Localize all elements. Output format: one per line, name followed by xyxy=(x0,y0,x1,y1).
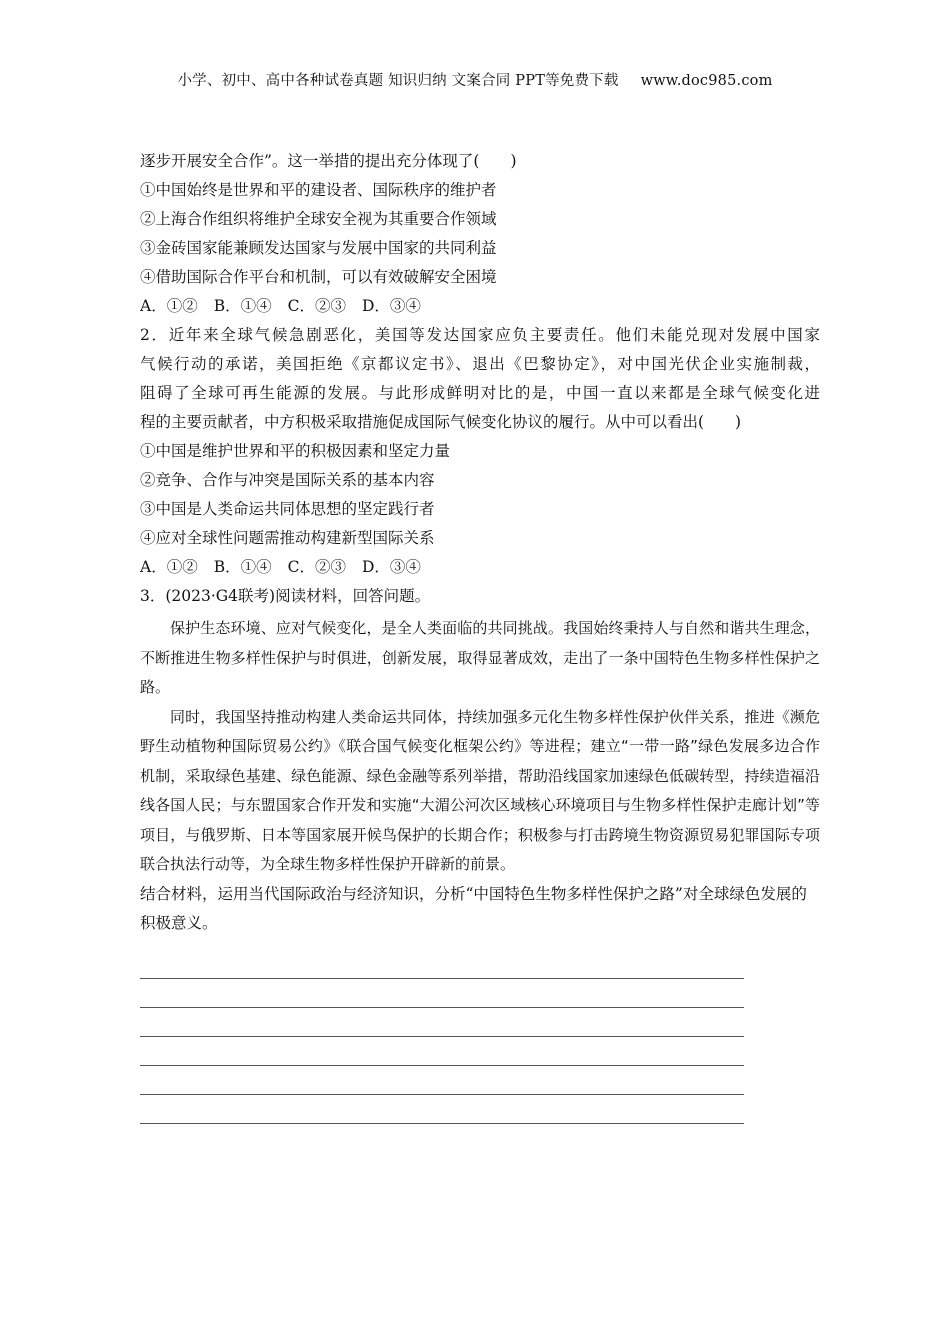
q1-stem-tail: 逐步开展安全合作”。这一举措的提出充分体现了( ) xyxy=(140,152,517,170)
q2-option-b: B．①④ xyxy=(213,558,272,576)
answer-area[interactable] xyxy=(140,950,820,1124)
answer-line[interactable] xyxy=(140,1008,744,1037)
q1-statement: ③金砖国家能兼顾发达国家与发展中国家的共同利益 xyxy=(140,239,497,257)
q2-option-d: D．③④ xyxy=(361,558,421,576)
q1-statement: ④借助国际合作平台和机制，可以有效破解安全困境 xyxy=(140,268,497,286)
page-content xyxy=(140,147,820,1124)
q2-statement: ①中国是维护世界和平的积极因素和坚定力量 xyxy=(140,442,451,460)
q2-stem-line: 程的主要贡献者，中方积极采取措施促成国际气候变化协议的履行。从中可以看出( ) xyxy=(140,413,742,431)
page-header xyxy=(0,69,950,90)
q2-stem-line: 阻碍了全球可再生能源的发展。与此形成鲜明对比的是，中国一直以来都是全球气候变化进 xyxy=(140,384,820,402)
answer-line[interactable] xyxy=(140,979,744,1008)
answer-line[interactable] xyxy=(140,1095,744,1124)
q1-option-c: C．②③ xyxy=(287,297,346,315)
q2-statement: ④应对全球性问题需推动构建新型国际关系 xyxy=(140,529,435,547)
q1-option-a: A．①② xyxy=(140,297,198,315)
header-text: 小学、初中、高中各种试卷真题 知识归纳 文案合同 PPT等免费下载 xyxy=(177,73,619,89)
q3-title: 3．(2023·G4联考)阅读材料，回答问题。 xyxy=(140,587,431,605)
answer-line[interactable] xyxy=(140,1037,744,1066)
q2-option-c: C．②③ xyxy=(287,558,346,576)
q2-statement: ②竞争、合作与冲突是国际关系的基本内容 xyxy=(140,471,435,489)
q1-statement: ①中国始终是世界和平的建设者、国际秩序的维护者 xyxy=(140,181,497,199)
q3-paragraph: 保护生态环境、应对气候变化，是全人类面临的共同挑战。我国始终秉持人与自然和谐共生理念，不断推进生物多样性保护与时俱进，创新发展，取得显著成效，走出了一条中国特色生物多样性保护之路。 xyxy=(140,619,820,696)
answer-line[interactable] xyxy=(140,950,744,979)
q3-paragraph: 同时，我国坚持推动构建人类命运共同体，持续加强多元化生物多样性保护伙伴关系，推进《濒危野生动植物种国际贸易公约》《联合国气候变化框架公约》等进程；建立“一带一路”绿色发展多边合作机制，采取绿色基建、绿色能源、绿色金融等系列举措，帮助沿线国家加速绿色低碳转型，持续造福沿线各国人民；与东盟国家合作开发和实施“大湄公河次区域核心环境项目与生物多样性保护走廊计划”等项目，与俄罗斯、日本等国家展开候鸟保护的长期合作；积极参与打击跨境生物资源贸易犯罪国际专项联合执法行动等，为全球生物多样性保护开辟新的前景。 xyxy=(140,707,820,873)
q1-option-b: B．①④ xyxy=(213,297,272,315)
q2-statement: ③中国是人类命运共同体思想的坚定践行者 xyxy=(140,500,435,518)
header-site: www.doc985.com xyxy=(640,73,773,89)
q2-option-a: A．①② xyxy=(140,558,198,576)
q1-statement: ②上海合作组织将维护全球安全视为其重要合作领域 xyxy=(140,210,497,228)
q2-stem-line: 气候行动的承诺，美国拒绝《京都议定书》、退出《巴黎协定》，对中国光伏企业实施制裁， xyxy=(140,355,820,373)
q2-stem-line: 2．近年来全球气候急剧恶化，美国等发达国家应负主要责任。他们未能兑现对发展中国家 xyxy=(140,326,820,344)
answer-line[interactable] xyxy=(140,1066,744,1095)
q3-question: 结合材料，运用当代国际政治与经济知识，分析“中国特色生物多样性保护之路”对全球绿色发展的积极意义。 xyxy=(140,884,807,932)
q1-option-d: D．③④ xyxy=(361,297,421,315)
q2-options xyxy=(140,553,820,582)
q1-options xyxy=(140,292,820,321)
q3-material xyxy=(140,614,820,880)
